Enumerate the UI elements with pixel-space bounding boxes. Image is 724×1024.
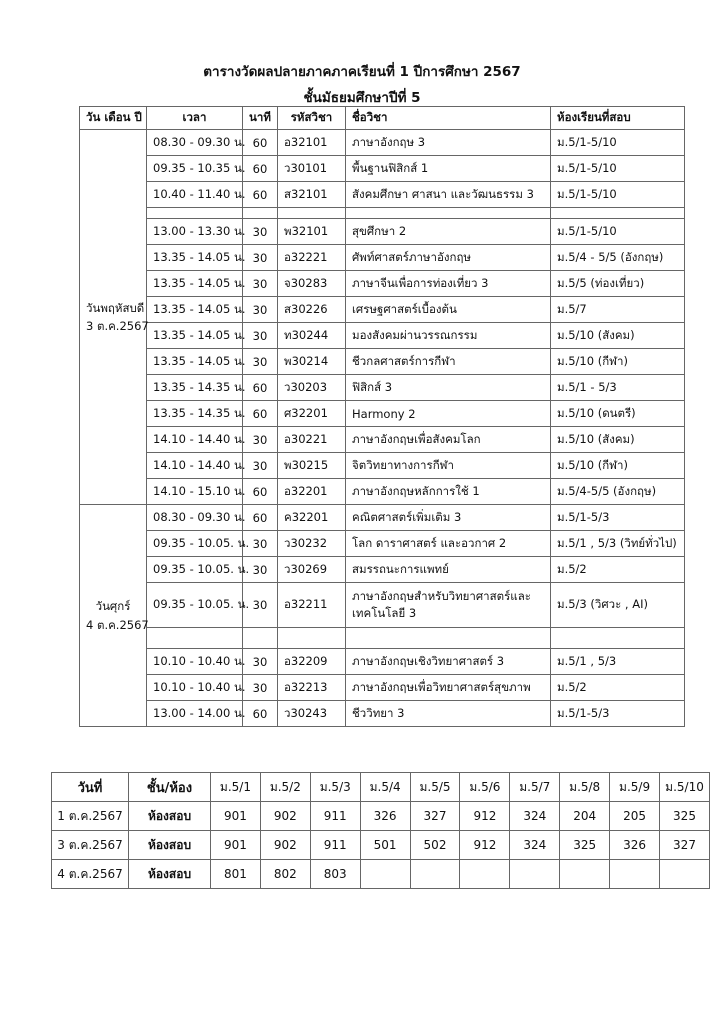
code-cell: ว30269 [278, 557, 346, 583]
header-subject: ชื่อวิชา [346, 107, 551, 130]
room-date: 1 ต.ค.2567 [52, 802, 129, 831]
code-cell: ส30226 [278, 297, 346, 323]
time-cell: 13.35 - 14.05 น. [147, 245, 243, 271]
room-date: 4 ต.ค.2567 [52, 860, 129, 889]
room-number: 912 [460, 831, 510, 860]
minutes-cell: 30 [243, 427, 278, 453]
minutes-cell: 30 [243, 557, 278, 583]
time-cell: 09.35 - 10.05. น. [147, 583, 243, 628]
room-number [610, 860, 660, 889]
table-row [80, 349, 685, 375]
room-number [360, 860, 410, 889]
code-cell: พ30215 [278, 453, 346, 479]
room-cell: ม.5/2 [551, 675, 685, 701]
time-cell: 08.30 - 09.30 น. [147, 130, 243, 156]
code-cell: ว30101 [278, 156, 346, 182]
minutes-cell: 30 [243, 583, 278, 628]
room-date: 3 ต.ค.2567 [52, 831, 129, 860]
time-cell: 14.10 - 15.10 น. [147, 479, 243, 505]
header-room: ห้องเรียนที่สอบ [551, 107, 685, 130]
exam-schedule-table [79, 106, 685, 727]
time-cell: 10.10 - 10.40 น. [147, 649, 243, 675]
room-number: 205 [610, 802, 660, 831]
room-number: 911 [310, 802, 360, 831]
time-cell: 13.35 - 14.05 น. [147, 271, 243, 297]
room-cell: ม.5/1-5/10 [551, 156, 685, 182]
minutes-cell: 30 [243, 323, 278, 349]
exam-header-row [80, 107, 685, 130]
time-cell: 09.35 - 10.05. น. [147, 557, 243, 583]
table-row [52, 831, 710, 860]
time-cell: 13.35 - 14.05 น. [147, 297, 243, 323]
time-cell: 09.35 - 10.05. น. [147, 531, 243, 557]
page-subtitle: ชั้นมัธยมศึกษาปีที่ 5 [303, 90, 421, 106]
class-header: ม.5/10 [660, 773, 710, 802]
code-cell: อ30221 [278, 427, 346, 453]
minutes-cell: 30 [243, 219, 278, 245]
subject-cell: พื้นฐานฟิสิกส์ 1 [346, 156, 551, 182]
date-cell-day1 [80, 130, 147, 505]
table-row [80, 271, 685, 297]
minutes-cell: 60 [243, 505, 278, 531]
room-number: 326 [610, 831, 660, 860]
table-row [80, 557, 685, 583]
room-number: 502 [410, 831, 460, 860]
subject-cell: ภาษาอังกฤษหลักการใช้ 1 [346, 479, 551, 505]
room-header-row [52, 773, 710, 802]
subject-cell: Harmony 2 [346, 401, 551, 427]
minutes-cell: 30 [243, 297, 278, 323]
day-date: 3 ต.ค.2567 [86, 319, 149, 333]
code-cell: พ30214 [278, 349, 346, 375]
exam-room-table [51, 772, 710, 889]
table-row [80, 219, 685, 245]
minutes-cell: 30 [243, 271, 278, 297]
code-cell: ศ32201 [278, 401, 346, 427]
minutes-cell: 30 [243, 453, 278, 479]
time-cell: 09.35 - 10.35 น. [147, 156, 243, 182]
room-number: 902 [260, 802, 310, 831]
class-header: ม.5/3 [310, 773, 360, 802]
subject-cell: ชีววิทยา 3 [346, 701, 551, 727]
code-cell: จ30283 [278, 271, 346, 297]
room-number: 501 [360, 831, 410, 860]
table-row [80, 156, 685, 182]
code-cell: อ32209 [278, 649, 346, 675]
room-number [410, 860, 460, 889]
code-cell: อ32221 [278, 245, 346, 271]
time-cell: 10.10 - 10.40 น. [147, 675, 243, 701]
class-header: ม.5/5 [410, 773, 460, 802]
room-number: 803 [310, 860, 360, 889]
header-minutes: นาที [243, 107, 278, 130]
room-cell: ม.5/1 - 5/3 [551, 375, 685, 401]
table-row [80, 649, 685, 675]
room-number: 912 [460, 802, 510, 831]
code-cell: อ32101 [278, 130, 346, 156]
subject-cell: มองสังคมผ่านวรรณกรรม [346, 323, 551, 349]
subject-cell: ภาษาอังกฤษเพื่อวิทยาศาสตร์สุขภาพ [346, 675, 551, 701]
room-cell: ม.5/1-5/3 [551, 505, 685, 531]
day-name: วันพฤหัสบดี [86, 300, 145, 315]
code-cell: ส32101 [278, 182, 346, 208]
table-row [52, 802, 710, 831]
room-header-day: วันที่ [52, 773, 129, 802]
room-label: ห้องสอบ [129, 860, 211, 889]
room-cell: ม.5/10 (กีฬา) [551, 453, 685, 479]
room-cell: ม.5/10 (กีฬา) [551, 349, 685, 375]
subject-cell: ภาษาอังกฤษสำหรับวิทยาศาสตร์และเทคโนโลยี 3 [346, 583, 551, 628]
code-cell: ท30244 [278, 323, 346, 349]
minutes-cell: 60 [243, 401, 278, 427]
table-row [80, 479, 685, 505]
day-date: 4 ต.ค.2567 [86, 617, 149, 632]
time-cell: 13.35 - 14.35 น. [147, 401, 243, 427]
table-row [52, 860, 710, 889]
room-number: 901 [211, 802, 261, 831]
room-number: 324 [510, 831, 560, 860]
table-row [80, 675, 685, 701]
subject-cell: คณิตศาสตร์เพิ่มเติม 3 [346, 505, 551, 531]
minutes-cell: 60 [243, 701, 278, 727]
subject-cell: สังคมศึกษา ศาสนา และวัฒนธรรม 3 [346, 182, 551, 208]
room-cell: ม.5/10 (สังคม) [551, 427, 685, 453]
subject-cell: ภาษาอังกฤษ 3 [346, 130, 551, 156]
room-number [660, 860, 710, 889]
room-cell: ม.5/1-5/10 [551, 130, 685, 156]
code-cell: ว30203 [278, 375, 346, 401]
subject-cell: สมรรถนะการแพทย์ [346, 557, 551, 583]
subject-cell: เศรษฐศาสตร์เบื้องต้น [346, 297, 551, 323]
table-row [80, 130, 685, 156]
room-label: ห้องสอบ [129, 831, 211, 860]
minutes-cell: 60 [243, 375, 278, 401]
room-number: 911 [310, 831, 360, 860]
time-cell: 10.40 - 11.40 น. [147, 182, 243, 208]
header-date: วัน เดือน ปี [80, 107, 147, 130]
table-row [80, 453, 685, 479]
header-time: เวลา [147, 107, 243, 130]
subject-cell: ฟิสิกส์ 3 [346, 375, 551, 401]
code-cell: อ32213 [278, 675, 346, 701]
room-number [460, 860, 510, 889]
table-row [80, 245, 685, 271]
room-number [560, 860, 610, 889]
room-header-class: ชั้น/ห้อง [129, 773, 211, 802]
code-cell: ว30243 [278, 701, 346, 727]
time-cell: 14.10 - 14.40 น. [147, 453, 243, 479]
room-number: 204 [560, 802, 610, 831]
table-row [80, 297, 685, 323]
minutes-cell: 30 [243, 649, 278, 675]
minutes-cell: 60 [243, 156, 278, 182]
class-header: ม.5/8 [560, 773, 610, 802]
minutes-cell: 60 [243, 479, 278, 505]
room-cell: ม.5/1-5/10 [551, 219, 685, 245]
table-row [80, 583, 685, 628]
time-cell: 13.35 - 14.05 น. [147, 323, 243, 349]
room-cell: ม.5/4 - 5/5 (อังกฤษ) [551, 245, 685, 271]
subject-cell: ชีวกลศาสตร์การกีฬา [346, 349, 551, 375]
room-cell: ม.5/1-5/10 [551, 182, 685, 208]
table-row [80, 375, 685, 401]
table-row [80, 182, 685, 208]
table-row [80, 505, 685, 531]
subject-cell: ศัพท์ศาสตร์ภาษาอังกฤษ [346, 245, 551, 271]
code-cell: ว30232 [278, 531, 346, 557]
room-number: 801 [211, 860, 261, 889]
table-row [80, 531, 685, 557]
subject-cell: โลก ดาราศาสตร์ และอวกาศ 2 [346, 531, 551, 557]
room-number: 325 [560, 831, 610, 860]
minutes-cell: 60 [243, 130, 278, 156]
code-cell: พ32101 [278, 219, 346, 245]
code-cell: อ32201 [278, 479, 346, 505]
table-row [80, 701, 685, 727]
room-label: ห้องสอบ [129, 802, 211, 831]
room-number: 902 [260, 831, 310, 860]
table-row [80, 401, 685, 427]
room-number: 327 [410, 802, 460, 831]
time-cell: 13.35 - 14.35 น. [147, 375, 243, 401]
room-cell: ม.5/10 (ดนตรี) [551, 401, 685, 427]
room-number: 802 [260, 860, 310, 889]
time-cell: 13.35 - 14.05 น. [147, 349, 243, 375]
day-name: วันศุกร์ [95, 599, 131, 614]
minutes-cell: 30 [243, 349, 278, 375]
time-cell: 08.30 - 09.30 น. [147, 505, 243, 531]
header-code: รหัสวิชา [278, 107, 346, 130]
class-header: ม.5/2 [260, 773, 310, 802]
subject-cell: สุขศึกษา 2 [346, 219, 551, 245]
class-header: ม.5/4 [360, 773, 410, 802]
room-number: 326 [360, 802, 410, 831]
room-cell: ม.5/2 [551, 557, 685, 583]
subject-cell: จิตวิทยาทางการกีฬา [346, 453, 551, 479]
room-number: 327 [660, 831, 710, 860]
room-cell: ม.5/10 (สังคม) [551, 323, 685, 349]
code-cell: อ32211 [278, 583, 346, 628]
room-number [510, 860, 560, 889]
class-header: ม.5/6 [460, 773, 510, 802]
room-cell: ม.5/3 (วิศวะ , AI) [551, 583, 685, 628]
minutes-cell: 60 [243, 182, 278, 208]
code-cell: ค32201 [278, 505, 346, 531]
table-row [80, 323, 685, 349]
time-cell: 14.10 - 14.40 น. [147, 427, 243, 453]
room-cell: ม.5/1 , 5/3 (วิทย์ทั่วไป) [551, 531, 685, 557]
minutes-cell: 30 [243, 675, 278, 701]
room-number: 325 [660, 802, 710, 831]
room-cell: ม.5/5 (ท่องเที่ยว) [551, 271, 685, 297]
date-cell-day2 [80, 505, 147, 727]
minutes-cell: 30 [243, 531, 278, 557]
room-cell: ม.5/4-5/5 (อังกฤษ) [551, 479, 685, 505]
class-header: ม.5/9 [610, 773, 660, 802]
minutes-cell: 30 [243, 245, 278, 271]
room-cell: ม.5/1-5/3 [551, 701, 685, 727]
subject-cell: ภาษาจีนเพื่อการท่องเที่ยว 3 [346, 271, 551, 297]
blank-row [80, 208, 685, 219]
room-number: 901 [211, 831, 261, 860]
blank-row [80, 628, 685, 649]
time-cell: 13.00 - 13.30 น. [147, 219, 243, 245]
room-cell: ม.5/1 , 5/3 [551, 649, 685, 675]
subject-cell: ภาษาอังกฤษเพื่อสังคมโลก [346, 427, 551, 453]
page-title: ตารางวัดผลปลายภาคภาคเรียนที่ 1 ปีการศึกษา 2567 [203, 64, 521, 80]
room-number: 324 [510, 802, 560, 831]
subject-cell: ภาษาอังกฤษเชิงวิทยาศาสตร์ 3 [346, 649, 551, 675]
table-row [80, 427, 685, 453]
room-cell: ม.5/7 [551, 297, 685, 323]
class-header: ม.5/1 [211, 773, 261, 802]
time-cell: 13.00 - 14.00 น. [147, 701, 243, 727]
class-header: ม.5/7 [510, 773, 560, 802]
